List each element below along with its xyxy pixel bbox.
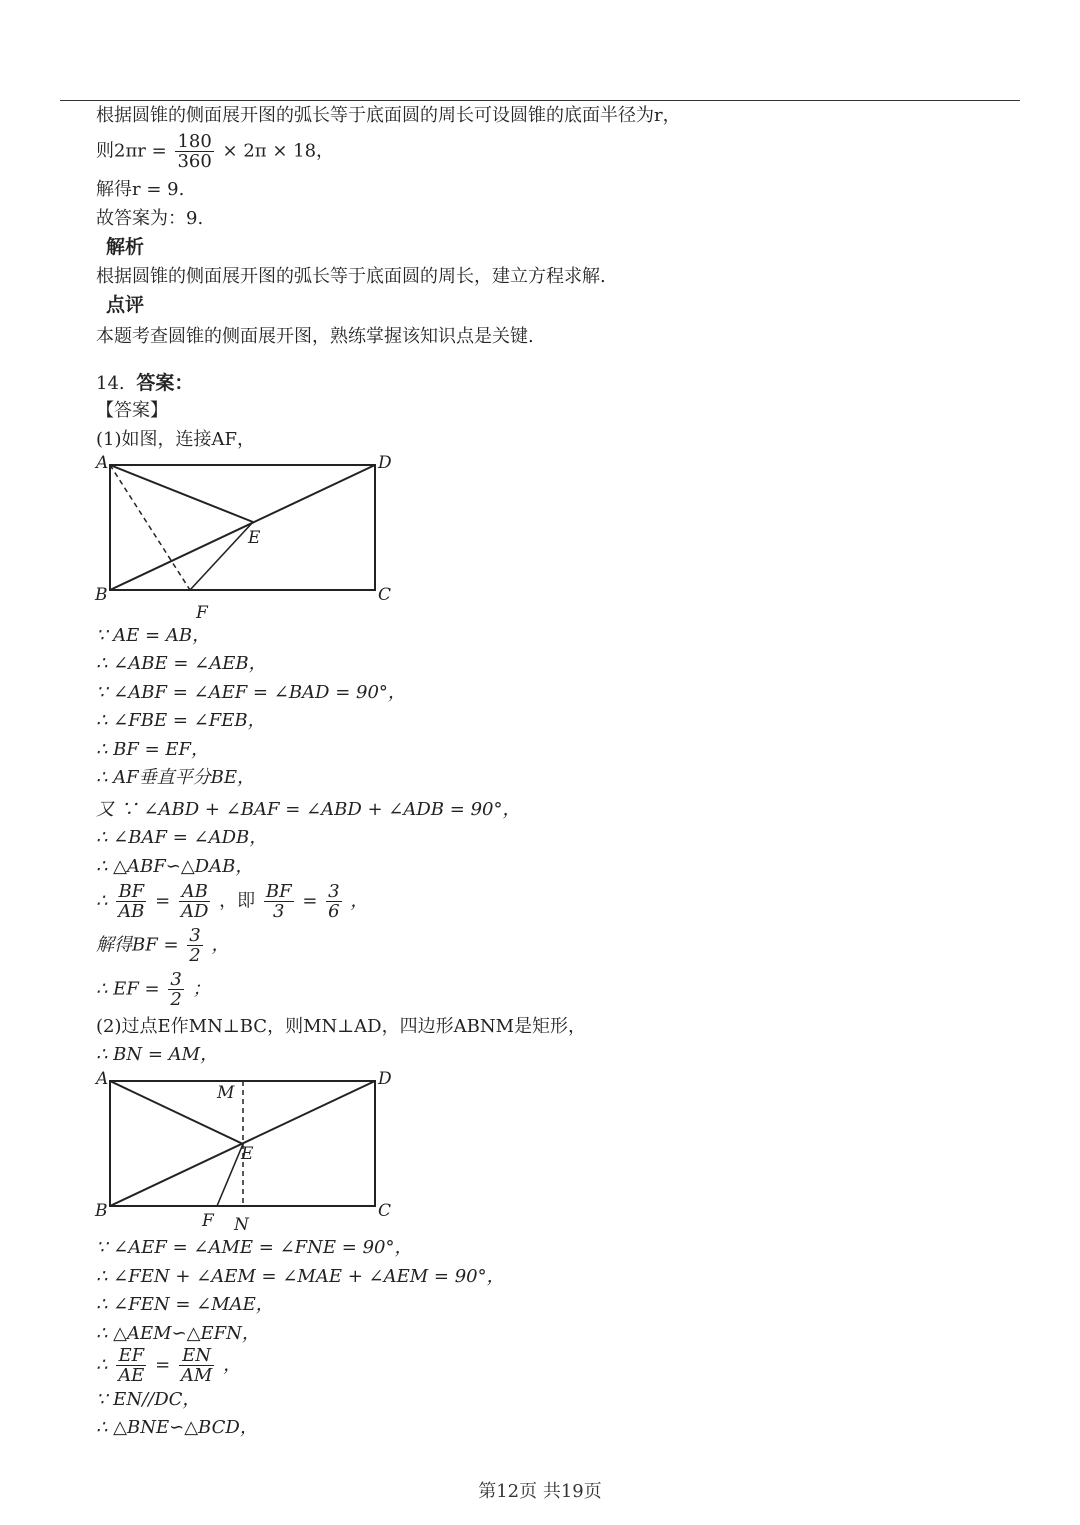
- numerator: AB: [179, 882, 210, 902]
- fraction: [168, 970, 183, 1009]
- proof-step: ∵ AE = AB，: [96, 625, 211, 646]
- proof-step: ∴ ∠FEN = ∠MAE，: [96, 1294, 274, 1315]
- denominator: 2: [189, 945, 201, 966]
- fraction: [175, 132, 213, 171]
- numerator: EN: [179, 1346, 214, 1366]
- punctuation: ，: [211, 934, 230, 956]
- numerator: 180: [177, 131, 212, 152]
- proof-step: ∵ ∠ABF = ∠AEF = ∠BAD = 90°，: [96, 682, 406, 703]
- numerator: EF: [116, 1346, 146, 1366]
- proof-step: ∴ △AEM∽△EFN，: [96, 1323, 260, 1344]
- review-heading: 点评: [106, 294, 145, 316]
- denominator: 6: [328, 901, 340, 922]
- label-b: B: [95, 585, 108, 605]
- fraction: [264, 882, 294, 921]
- header-rule: [60, 100, 1020, 101]
- equals-sign: =: [155, 890, 171, 912]
- punctuation: ，: [223, 1354, 242, 1376]
- solve-bf-line: [96, 926, 229, 965]
- question-title: 答案：: [136, 372, 194, 394]
- punctuation: ，: [350, 890, 369, 912]
- analysis-heading: 解析: [106, 236, 145, 258]
- figure-2: [92, 1066, 402, 1236]
- label-b: B: [95, 1201, 108, 1221]
- proof-step: ∴ ∠FBE = ∠FEB，: [96, 710, 266, 731]
- label-e: E: [248, 528, 261, 548]
- equation-lhs: 则2πr =: [96, 140, 167, 162]
- proof-step: ∴ ∠FEN + ∠AEM = ∠MAE + ∠AEM = 90°，: [96, 1266, 505, 1287]
- label-n: N: [234, 1215, 249, 1235]
- fraction: [179, 882, 210, 921]
- proof-step: ∴ △BNE∽△BCD，: [96, 1417, 258, 1438]
- numerator: BF: [265, 881, 292, 902]
- text-line: 根据圆锥的侧面展开图的弧长等于底面圆的周长可设圆锥的底面半径为r，: [96, 105, 681, 126]
- numerator: 3: [328, 881, 340, 902]
- equals-sign: =: [302, 890, 318, 912]
- denominator: AB: [118, 901, 145, 922]
- proof-step: ∵ ∠AEF = ∠AME = ∠FNE = 90°，: [96, 1237, 413, 1258]
- connector-text: ，即: [219, 890, 256, 912]
- part1-intro: (1)如图，连接AF，: [96, 429, 255, 450]
- figure-1: [92, 450, 402, 622]
- denominator: AE: [118, 1365, 145, 1386]
- equation-line: [96, 132, 334, 171]
- label-c: C: [378, 585, 392, 605]
- numerator: 3: [170, 969, 182, 990]
- proof-step: ∴ BN = AM，: [96, 1044, 219, 1065]
- numerator: 3: [189, 925, 201, 946]
- part2-intro: (2)过点E作MN⊥BC，则MN⊥AD，四边形ABNM是矩形，: [96, 1016, 587, 1037]
- equation-lhs: 解得BF =: [96, 934, 179, 956]
- label-a: A: [96, 453, 109, 473]
- text-line: 解得r = 9.: [96, 179, 185, 200]
- analysis-text: 根据圆锥的侧面展开图的弧长等于底面圆的周长，建立方程求解.: [96, 266, 606, 287]
- denominator: AD: [180, 901, 209, 922]
- fraction: [116, 882, 146, 921]
- proof-step: ∴ BF = EF，: [96, 739, 210, 760]
- proof-step: ∴ ∠BAF = ∠ADB，: [96, 827, 268, 848]
- text-line: 故答案为：9.: [96, 208, 204, 229]
- solve-ef-line: [96, 970, 211, 1009]
- question-number: 14.: [96, 373, 125, 394]
- proof-step: ∴ AF垂直平分BE，: [96, 767, 256, 788]
- equation-lhs: ∴ EF =: [96, 978, 160, 1000]
- proof-step: ∴ ∠ABE = ∠AEB，: [96, 653, 267, 674]
- label-d: D: [378, 1069, 392, 1089]
- denominator: 2: [170, 989, 182, 1010]
- page-footer: 第12页 共19页: [478, 1481, 602, 1502]
- equation-rhs: × 2π × 18，: [222, 140, 335, 162]
- numerator: BF: [116, 882, 146, 902]
- proof-step: ∴ △ABF∽△DAB，: [96, 856, 254, 877]
- punctuation: ；: [192, 978, 211, 1000]
- denominator: 360: [177, 151, 212, 172]
- fraction: [326, 882, 341, 921]
- label-c: C: [378, 1201, 392, 1221]
- therefore-symbol: ∴: [96, 1354, 108, 1376]
- label-a: A: [96, 1069, 109, 1089]
- label-f: F: [202, 1211, 214, 1231]
- segment-ef: [190, 522, 253, 590]
- proof-step: 又 ∵ ∠ABD + ∠BAF = ∠ABD + ∠ADB = 90°，: [96, 799, 521, 820]
- fraction: [116, 1346, 146, 1385]
- segment-ae: [110, 465, 253, 522]
- label-d: D: [378, 453, 392, 473]
- equals-sign: =: [155, 1354, 171, 1376]
- label-f: F: [196, 603, 208, 622]
- fraction: [179, 1346, 214, 1385]
- ratio-line: [96, 882, 368, 921]
- ratio-line: [96, 1346, 241, 1385]
- denominator: 3: [273, 901, 285, 922]
- label-m: M: [217, 1083, 235, 1103]
- label-e: E: [241, 1144, 254, 1164]
- question-header: [96, 371, 193, 396]
- answer-tag: 【答案】: [96, 400, 168, 421]
- therefore-symbol: ∴: [96, 890, 108, 912]
- denominator: AM: [180, 1365, 213, 1386]
- fraction: [187, 926, 202, 965]
- review-text: 本题考查圆锥的侧面展开图，熟练掌握该知识点是关键.: [96, 326, 534, 347]
- proof-step: ∵ EN//DC，: [96, 1389, 201, 1410]
